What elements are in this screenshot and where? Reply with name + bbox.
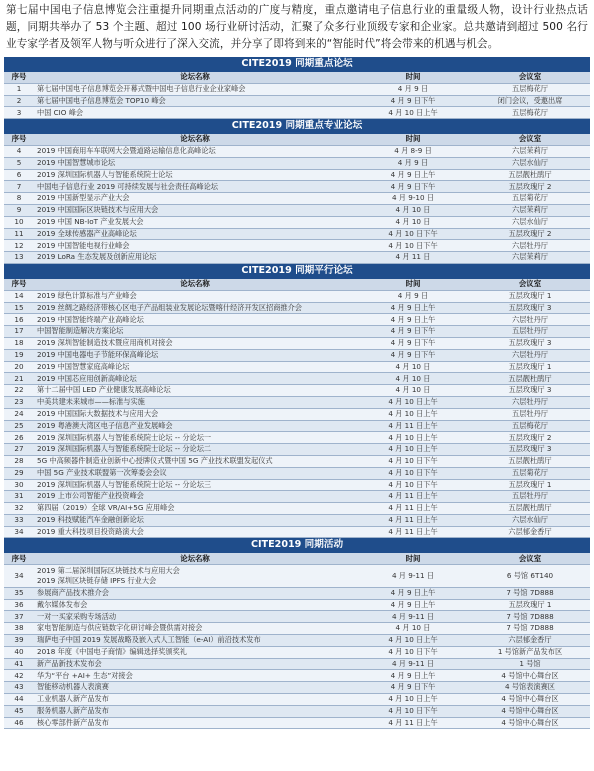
forum-time: 4 月 10 日	[356, 623, 470, 635]
table-row	[4, 587, 590, 599]
forum-time: 4 月 9 日上午	[356, 169, 470, 181]
row-number: 11	[4, 228, 34, 240]
forum-time: 4 月 9-11 日	[356, 565, 470, 588]
forum-time: 4 月 9 日下午	[356, 326, 470, 338]
row-number: 25	[4, 420, 34, 432]
forum-name: 2019 深圳智能制造技术暨应用商机对接会	[34, 337, 356, 349]
column-header-row	[4, 278, 590, 290]
table-row	[4, 646, 590, 658]
forum-venue: 五层菊花厅	[470, 193, 590, 205]
table-row	[4, 432, 590, 444]
table-row	[4, 565, 590, 588]
forum-name: 中国智能制造解决方案论坛	[34, 326, 356, 338]
table-row	[4, 216, 590, 228]
table-row	[4, 83, 590, 95]
row-number: 22	[4, 385, 34, 397]
forum-name: 5G 中高频器件制造业创新中心授牌仪式暨中国 5G 产业技术联盟发起仪式	[34, 455, 356, 467]
table-row	[4, 491, 590, 503]
forum-time: 4 月 10 日上午	[356, 396, 470, 408]
row-number: 12	[4, 240, 34, 252]
forum-venue: 六层牡丹厅	[470, 349, 590, 361]
row-number: 39	[4, 635, 34, 647]
forum-name: 家电智能制造与供应链数字化研讨峰会暨供需对接会	[34, 623, 356, 635]
table-row	[4, 95, 590, 107]
row-number: 36	[4, 599, 34, 611]
forum-venue: 五层玫瑰厅 3	[470, 444, 590, 456]
row-number: 2	[4, 95, 34, 107]
section-header	[4, 57, 590, 72]
forum-venue: 7 号馆 7D888	[470, 623, 590, 635]
forum-time: 4 月 9 日	[356, 157, 470, 169]
section-title: CITE2019 同期活动	[4, 538, 590, 553]
forum-time: 4 月 10 日上午	[356, 635, 470, 647]
forum-name: 华为“平台 +AI+ 生态”对接会	[34, 670, 356, 682]
row-number: 14	[4, 290, 34, 302]
forum-time: 4 月 11 日上午	[356, 420, 470, 432]
table-row	[4, 682, 590, 694]
forum-name: 2019 绿色计算标准与产业峰会	[34, 290, 356, 302]
forum-venue: 7 号馆 7D888	[470, 587, 590, 599]
forum-venue: 五层菊花厅	[470, 467, 590, 479]
row-number: 37	[4, 611, 34, 623]
forum-name: 中国 CIO 峰会	[34, 107, 356, 119]
row-number: 6	[4, 169, 34, 181]
forum-time: 4 月 9 日下午	[356, 95, 470, 107]
forum-venue: 六层水仙厅	[470, 216, 590, 228]
col-header-num: 序号	[4, 278, 34, 290]
row-number: 7	[4, 181, 34, 193]
intro-paragraph: 第七届中国电子信息博览会注重提升同期重点活动的广度与精度，重点邀请电子信息行业的重量级人物，设计行业热点话题，同期共举办了 53 个主题、超过 100 场行业研讨活动，汇聚了众多行业顶级专家和企业家。总共邀请到超过 500 名行业专家学者及领军人物与听众进行了深入交流，并分享了即将到来的“智能时代”将会带来的机遇与机会。	[6, 4, 588, 50]
forum-name: 2019 粤港澳大湾区电子信息产业发展峰会	[34, 420, 356, 432]
table-row	[4, 455, 590, 467]
col-header-time: 时间	[356, 134, 470, 146]
section-header	[4, 119, 590, 134]
forum-venue: 五层玫瑰厅 1	[470, 479, 590, 491]
forum-venue: 五层梅花厅	[470, 420, 590, 432]
table-row	[4, 349, 590, 361]
forum-name: 第七届中国电子信息博览会 TOP10 峰会	[34, 95, 356, 107]
table-row	[4, 658, 590, 670]
forum-time: 4 月 10 日下午	[356, 479, 470, 491]
forum-time: 4 月 10 日上午	[356, 408, 470, 420]
forum-name: 2019 丝绸之路经济带核心区电子产品组装业发展论坛暨喀什经济开发区招商推介会	[34, 302, 356, 314]
forum-name: 2019 中国国际区块链技术与应用大会	[34, 204, 356, 216]
table-row	[4, 373, 590, 385]
row-number: 46	[4, 717, 34, 729]
forum-time: 4 月 8-9 日	[356, 145, 470, 157]
forum-venue: 六层牡丹厅	[470, 314, 590, 326]
forum-time: 4 月 9-10 日	[356, 193, 470, 205]
forum-venue: 五层靓杜鹃厅	[470, 455, 590, 467]
table-row	[4, 361, 590, 373]
forum-venue: 五层靓杜鹃厅	[470, 169, 590, 181]
forum-name: 参展商产品技术推介会	[34, 587, 356, 599]
forum-time: 4 月 10 日下午	[356, 240, 470, 252]
column-header-row	[4, 553, 590, 565]
table-row	[4, 408, 590, 420]
table-row	[4, 611, 590, 623]
section-title: CITE2019 同期重点论坛	[4, 57, 590, 72]
forum-venue: 五层玫瑰厅 2	[470, 181, 590, 193]
row-number: 4	[4, 145, 34, 157]
table-row	[4, 717, 590, 729]
table-row	[4, 204, 590, 216]
forum-venue: 4 号馆中心舞台区	[470, 705, 590, 717]
table-row	[4, 337, 590, 349]
forum-time: 4 月 10 日下午	[356, 228, 470, 240]
row-number: 28	[4, 455, 34, 467]
forum-name: 智能移动机器人表演赛	[34, 682, 356, 694]
forum-time: 4 月 9 日下午	[356, 337, 470, 349]
forum-name: 中国电子信息行业 2019 可持续发展与社会责任高峰论坛	[34, 181, 356, 193]
forum-name: 2019 中国芯应用创新高峰论坛	[34, 373, 356, 385]
forum-time: 4 月 9 日上午	[356, 599, 470, 611]
table-row	[4, 635, 590, 647]
forum-venue: 五层玫瑰厅 2	[470, 432, 590, 444]
row-number: 17	[4, 326, 34, 338]
forum-venue: 六层郁金香厅	[470, 526, 590, 538]
row-number: 27	[4, 444, 34, 456]
forum-venue: 4 号馆中心舞台区	[470, 694, 590, 706]
col-header-time: 时间	[356, 278, 470, 290]
row-number: 13	[4, 252, 34, 264]
forum-time: 4 月 9-11 日	[356, 611, 470, 623]
row-number: 31	[4, 491, 34, 503]
col-header-venue: 会议室	[470, 72, 590, 84]
col-header-time: 时间	[356, 72, 470, 84]
forum-time: 4 月 10 日	[356, 385, 470, 397]
row-number: 9	[4, 204, 34, 216]
forum-venue: 4 号馆中心舞台区	[470, 717, 590, 729]
forum-time: 4 月 10 日上午	[356, 444, 470, 456]
forum-venue: 五层玫瑰厅 1	[470, 361, 590, 373]
forum-time: 4 月 10 日上午	[356, 107, 470, 119]
row-number: 15	[4, 302, 34, 314]
forum-venue: 六层茉莉厅	[470, 145, 590, 157]
table-row	[4, 240, 590, 252]
forum-name: 戴尔媒体发布会	[34, 599, 356, 611]
row-number: 33	[4, 514, 34, 526]
col-header-venue: 会议室	[470, 134, 590, 146]
col-header-title: 论坛名称	[34, 72, 356, 84]
col-header-title: 论坛名称	[34, 278, 356, 290]
col-header-num: 序号	[4, 72, 34, 84]
row-number: 41	[4, 658, 34, 670]
table-row	[4, 326, 590, 338]
table-row	[4, 193, 590, 205]
table-row	[4, 145, 590, 157]
table-row	[4, 599, 590, 611]
forum-time: 4 月 9 日上午	[356, 314, 470, 326]
forum-name: 服务机器人新产品发布	[34, 705, 356, 717]
table-row	[4, 314, 590, 326]
row-number: 38	[4, 623, 34, 635]
row-number: 44	[4, 694, 34, 706]
forum-name: 工业机器人新产品发布	[34, 694, 356, 706]
col-header-title: 论坛名称	[34, 553, 356, 565]
forum-venue: 闭门会议，受邀出席	[470, 95, 590, 107]
row-number: 5	[4, 157, 34, 169]
table-row	[4, 396, 590, 408]
forum-venue: 六层郁金香厅	[470, 635, 590, 647]
forum-time: 4 月 11 日上午	[356, 526, 470, 538]
forum-name: 核心零部件新产品发布	[34, 717, 356, 729]
forum-time: 4 月 10 日下午	[356, 467, 470, 479]
forum-name: 2019 深圳国际机器人与智能系统院士论坛	[34, 169, 356, 181]
section-header	[4, 538, 590, 553]
forum-time: 4 月 9 日	[356, 290, 470, 302]
forum-name: 2019 中国智能电视行业峰会	[34, 240, 356, 252]
forum-venue: 五层牡丹厅	[470, 408, 590, 420]
forum-time: 4 月 10 日下午	[356, 646, 470, 658]
forum-name-line: 2019 第二届深圳国际区块链技术与应用大会	[37, 565, 180, 575]
row-number: 16	[4, 314, 34, 326]
row-number: 34	[4, 565, 34, 588]
col-header-venue: 会议室	[470, 278, 590, 290]
forum-venue: 五层玫瑰厅 2	[470, 228, 590, 240]
forum-venue: 五层梅花厅	[470, 107, 590, 119]
table-row	[4, 181, 590, 193]
forum-name: 第四届（2019）全球 VR/AI+5G 应用峰会	[34, 503, 356, 515]
table-row	[4, 228, 590, 240]
section-title: CITE2019 同期平行论坛	[4, 263, 590, 278]
forum-name: 2019 深圳国际机器人与智能系统院士论坛 -- 分论坛一	[34, 432, 356, 444]
col-header-num: 序号	[4, 134, 34, 146]
forum-time: 4 月 10 日上午	[356, 694, 470, 706]
forum-name: 2019 重大科技项目投资路演大会	[34, 526, 356, 538]
table-row	[4, 467, 590, 479]
row-number: 26	[4, 432, 34, 444]
forum-time: 4 月 9 日下午	[356, 181, 470, 193]
row-number: 1	[4, 83, 34, 95]
table-row	[4, 444, 590, 456]
forum-time: 4 月 11 日上午	[356, 503, 470, 515]
table-row	[4, 514, 590, 526]
forum-name: 2019 中国商用车车联网大会暨道路运输信息化高峰论坛	[34, 145, 356, 157]
row-number: 29	[4, 467, 34, 479]
forum-venue: 六层茉莉厅	[470, 252, 590, 264]
forum-venue: 五层靓杜鹃厅	[470, 373, 590, 385]
forum-time: 4 月 10 日	[356, 216, 470, 228]
forum-time: 4 月 10 日	[356, 204, 470, 216]
forum-venue: 五层牡丹厅	[470, 326, 590, 338]
forum-name: 第十二届中国 LED 产业健康发展高峰论坛	[34, 385, 356, 397]
forum-name: 新产品新技术发布会	[34, 658, 356, 670]
row-number: 43	[4, 682, 34, 694]
forum-time: 4 月 9 日下午	[356, 682, 470, 694]
forum-name: 瑞萨电子中国 2019 发展战略及嵌入式人工智能（e-AI）前沿技术发布	[34, 635, 356, 647]
table-row	[4, 290, 590, 302]
forum-time: 4 月 11 日上午	[356, 514, 470, 526]
row-number: 10	[4, 216, 34, 228]
forum-time: 4 月 10 日下午	[356, 705, 470, 717]
forum-venue: 五层玫瑰厅 3	[470, 385, 590, 397]
forum-venue: 6 号馆 6T140	[470, 565, 590, 588]
forum-name: 2019 中国国际大数据技术与应用大会	[34, 408, 356, 420]
table-row	[4, 169, 590, 181]
table-row	[4, 705, 590, 717]
forum-time: 4 月 10 日	[356, 361, 470, 373]
forum-venue: 五层牡丹厅	[470, 491, 590, 503]
table-row	[4, 107, 590, 119]
table-row	[4, 420, 590, 432]
forum-venue: 五层玫瑰厅 1	[470, 290, 590, 302]
forum-name: 2018 年度《中国电子商情》编辑选择奖颁奖礼	[34, 646, 356, 658]
row-number: 35	[4, 587, 34, 599]
table-row	[4, 694, 590, 706]
forum-name: 第七届中国电子信息博览会开幕式暨中国电子信息行业企业家峰会	[34, 83, 356, 95]
forum-name: 2019 中国 NB-IoT 产业发展大会	[34, 216, 356, 228]
table-row	[4, 385, 590, 397]
forum-time: 4 月 11 日上午	[356, 717, 470, 729]
forum-name: 2019 全球传感器产业高峰论坛	[34, 228, 356, 240]
table-row	[4, 526, 590, 538]
forum-venue: 1 号馆新产品发布区	[470, 646, 590, 658]
col-header-time: 时间	[356, 553, 470, 565]
row-number: 34	[4, 526, 34, 538]
forum-name: 2019 科技赋能汽车金融创新论坛	[34, 514, 356, 526]
forum-venue: 五层梅花厅	[470, 83, 590, 95]
row-number: 21	[4, 373, 34, 385]
forum-time: 4 月 10 日下午	[356, 455, 470, 467]
forum-time: 4 月 11 日	[356, 252, 470, 264]
forum-venue: 六层茉莉厅	[470, 204, 590, 216]
forum-venue: 六层水仙厅	[470, 157, 590, 169]
section-title: CITE2019 同期重点专业论坛	[4, 119, 590, 134]
forum-time: 4 月 9 日上午	[356, 302, 470, 314]
forum-name: 2019 深圳国际机器人与智能系统院士论坛 -- 分论坛三	[34, 479, 356, 491]
forum-name: 2019 中国智慧家庭高峰论坛	[34, 361, 356, 373]
row-number: 45	[4, 705, 34, 717]
forum-name: 2019 LoRa 生态发展及创新应用论坛	[34, 252, 356, 264]
section-header	[4, 263, 590, 278]
forum-name: 2019 上市公司智能产业投资峰会	[34, 491, 356, 503]
forum-venue: 4 号馆中心舞台区	[470, 670, 590, 682]
forum-venue: 六层水仙厅	[470, 514, 590, 526]
forum-name: 中美共建未来城市——标准与实施	[34, 396, 356, 408]
table-row	[4, 302, 590, 314]
forum-venue: 六层牡丹厅	[470, 240, 590, 252]
forum-time: 4 月 9 日上午	[356, 670, 470, 682]
forum-name: 2019 中国电器电子节能环保高峰论坛	[34, 349, 356, 361]
table-row	[4, 157, 590, 169]
forum-venue: 7 号馆 7D888	[470, 611, 590, 623]
table-row	[4, 670, 590, 682]
col-header-num: 序号	[4, 553, 34, 565]
forum-name: 2019 深圳国际机器人与智能系统院士论坛 -- 分论坛二	[34, 444, 356, 456]
row-number: 3	[4, 107, 34, 119]
forum-time: 4 月 11 日上午	[356, 491, 470, 503]
forum-name: 2019 中国智慧城市论坛	[34, 157, 356, 169]
table-row	[4, 623, 590, 635]
forum-venue: 1 号馆	[470, 658, 590, 670]
row-number: 23	[4, 396, 34, 408]
row-number: 42	[4, 670, 34, 682]
table-row	[4, 503, 590, 515]
col-header-title: 论坛名称	[34, 134, 356, 146]
row-number: 40	[4, 646, 34, 658]
forum-time: 4 月 9 日	[356, 83, 470, 95]
column-header-row	[4, 134, 590, 146]
forum-time: 4 月 9 日下午	[356, 349, 470, 361]
forum-name: 2019 中国新型显示产业大会	[34, 193, 356, 205]
row-number: 8	[4, 193, 34, 205]
forum-venue: 五层靓杜鹃厅	[470, 503, 590, 515]
forum-time: 4 月 10 日	[356, 373, 470, 385]
forum-name: 中国 5G 产业技术联盟第一次筹委会会议	[34, 467, 356, 479]
column-header-row	[4, 72, 590, 84]
col-header-venue: 会议室	[470, 553, 590, 565]
row-number: 18	[4, 337, 34, 349]
forum-schedule-table	[4, 57, 590, 729]
forum-venue: 六层牡丹厅	[470, 396, 590, 408]
forum-time: 4 月 10 日上午	[356, 432, 470, 444]
forum-name-line: 2019 深圳区块链存储 IPFS 行业大会	[37, 576, 157, 586]
row-number: 20	[4, 361, 34, 373]
row-number: 30	[4, 479, 34, 491]
row-number: 19	[4, 349, 34, 361]
table-row	[4, 252, 590, 264]
row-number: 32	[4, 503, 34, 515]
forum-time: 4 月 9-11 日	[356, 658, 470, 670]
forum-time: 4 月 9 日上午	[356, 587, 470, 599]
forum-venue: 五层玫瑰厅 3	[470, 302, 590, 314]
forum-name	[34, 565, 356, 588]
forum-name: 2019 中国智能终端产业高峰论坛	[34, 314, 356, 326]
forum-venue: 4 号馆表演赛区	[470, 682, 590, 694]
table-row	[4, 479, 590, 491]
forum-venue: 五层玫瑰厅 3	[470, 337, 590, 349]
forum-name: 一对一买家采购专场活动	[34, 611, 356, 623]
forum-venue: 五层玫瑰厅 1	[470, 599, 590, 611]
row-number: 24	[4, 408, 34, 420]
